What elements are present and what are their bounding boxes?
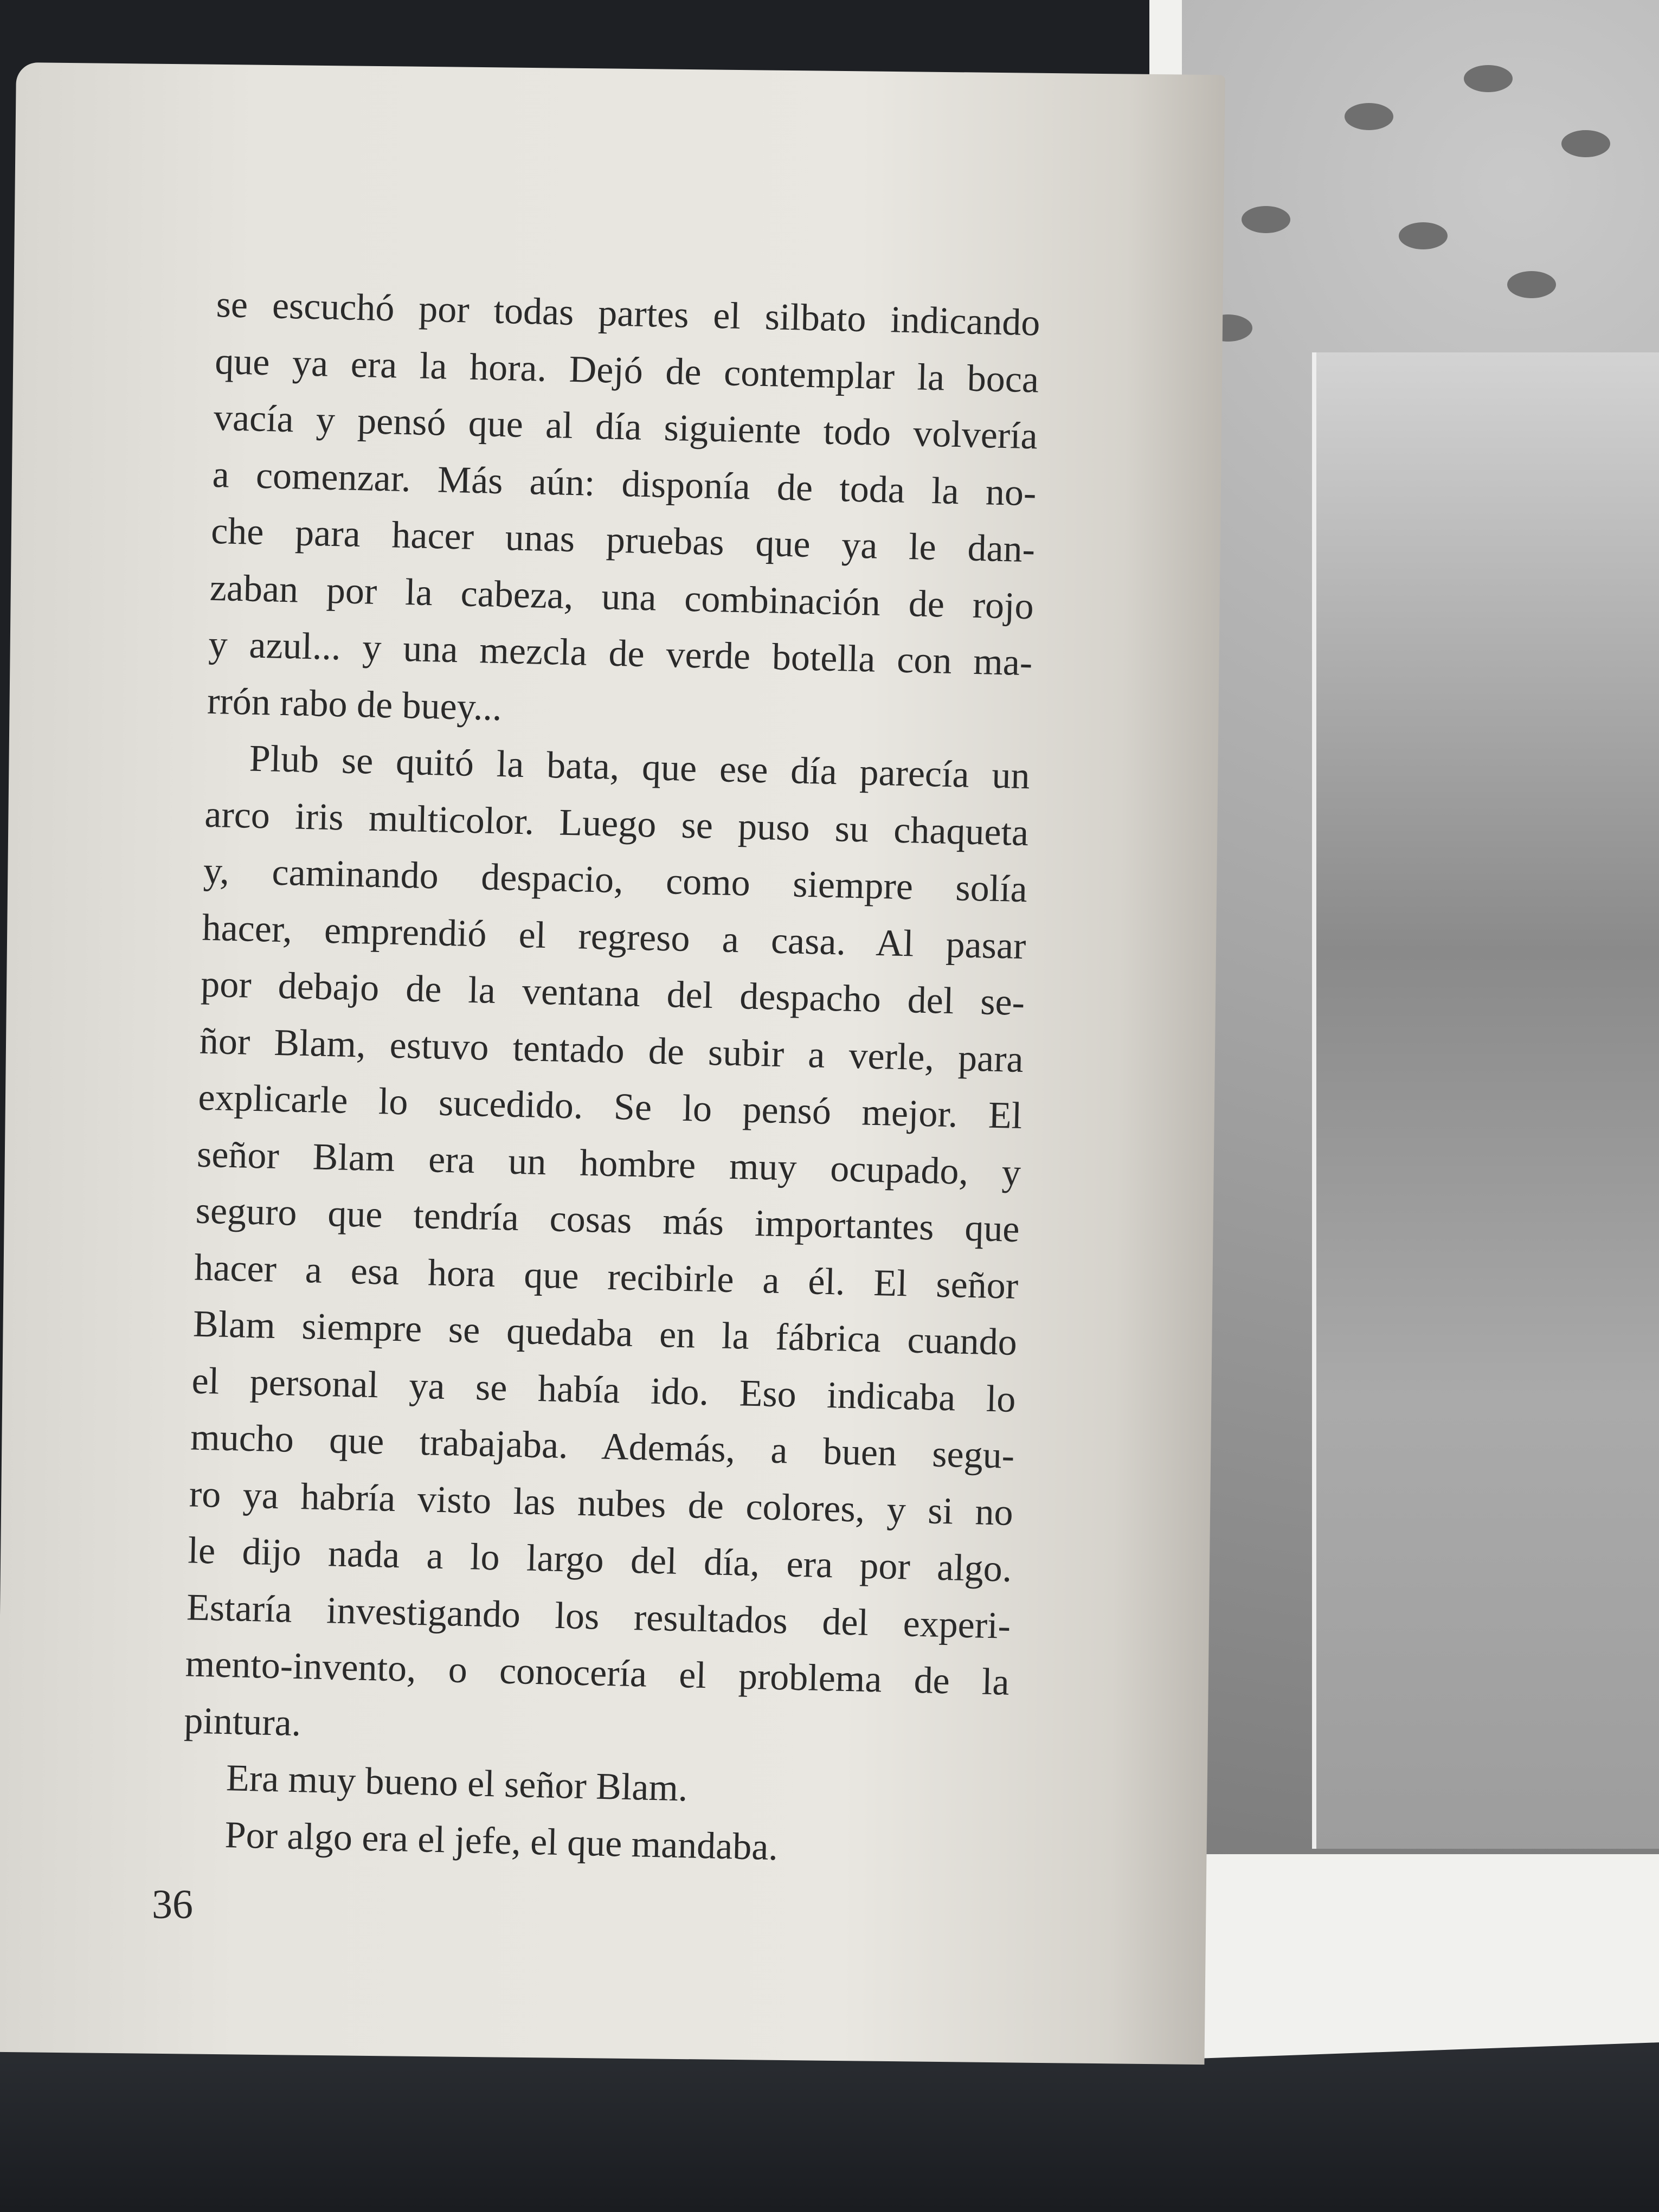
text-line: le dijo nada a lo largo del día, era por algo. xyxy=(187,1529,1013,1590)
text-line: mucho que trabajaba. Además, a buen segu- xyxy=(190,1416,1015,1477)
text-line: ñor Blam, estuvo tentado de subir a verle, para xyxy=(199,1020,1024,1081)
page-number: 36 xyxy=(152,1882,193,1927)
text-line: y azul... y una mezcla de verde botella con ma- xyxy=(208,623,1033,684)
text-line: Era muy bueno el señor Blam. xyxy=(226,1757,689,1810)
text-line: che para hacer unas pruebas que ya le dan- xyxy=(210,510,1036,571)
polka-dot xyxy=(1507,271,1556,298)
text-line: vacía y pensó que al día siguiente todo volvería xyxy=(213,396,1038,458)
text-line: señor Blam era un hombre muy ocupado, y xyxy=(196,1133,1021,1194)
text-line: pintura. xyxy=(183,1699,302,1744)
text-line: hacer, emprendió el regreso a casa. Al pasar xyxy=(201,906,1027,967)
polka-dot xyxy=(1399,222,1448,249)
polka-dot xyxy=(1242,206,1290,233)
illustration-figure xyxy=(1312,352,1659,1849)
text-line: Blam siempre se quedaba en la fábrica cuando xyxy=(192,1303,1018,1364)
text-line: el personal ya se había ido. Eso indicaba lo xyxy=(191,1359,1017,1420)
text-line: Estaría investigando los resultados del experi- xyxy=(186,1586,1011,1647)
text-line: y, caminando despacio, como siempre solía xyxy=(203,850,1028,911)
text-line: se escuchó por todas partes el silbato indicando xyxy=(215,283,1041,344)
text-line: a comenzar. Más aún: disponía de toda la no- xyxy=(211,453,1037,514)
text-line: Por algo era el jefe, el que mandaba. xyxy=(224,1814,779,1868)
polka-dot xyxy=(1561,130,1610,157)
text-line: Plub se quitó la bata, que ese día parecía un xyxy=(248,737,1031,798)
text-line: arco iris multicolor. Luego se puso su chaqueta xyxy=(204,793,1029,854)
polka-dot xyxy=(1345,103,1393,130)
page-text xyxy=(181,276,1041,1881)
polka-dot xyxy=(1464,65,1513,92)
text-line: rrón rabo de buey... xyxy=(207,680,503,729)
text-line: por debajo de la ventana del despacho del se- xyxy=(200,963,1025,1024)
text-line: que ya era la hora. Dejó de contemplar la boca xyxy=(214,340,1039,401)
text-line: zaban por la cabeza, una combinación de rojo xyxy=(209,567,1034,627)
background-cloth xyxy=(0,2039,1659,2212)
text-line: explicarle lo sucedido. Se lo pensó mejor. El xyxy=(197,1076,1023,1137)
text-line: ro ya habría visto las nubes de colores, y si no xyxy=(189,1472,1014,1534)
text-line: mento-invento, o conocería el problema de la xyxy=(185,1643,1010,1703)
text-line: seguro que tendría cosas más importantes que xyxy=(195,1189,1020,1251)
text-line: hacer a esa hora que recibirle a él. El señor xyxy=(194,1246,1019,1307)
